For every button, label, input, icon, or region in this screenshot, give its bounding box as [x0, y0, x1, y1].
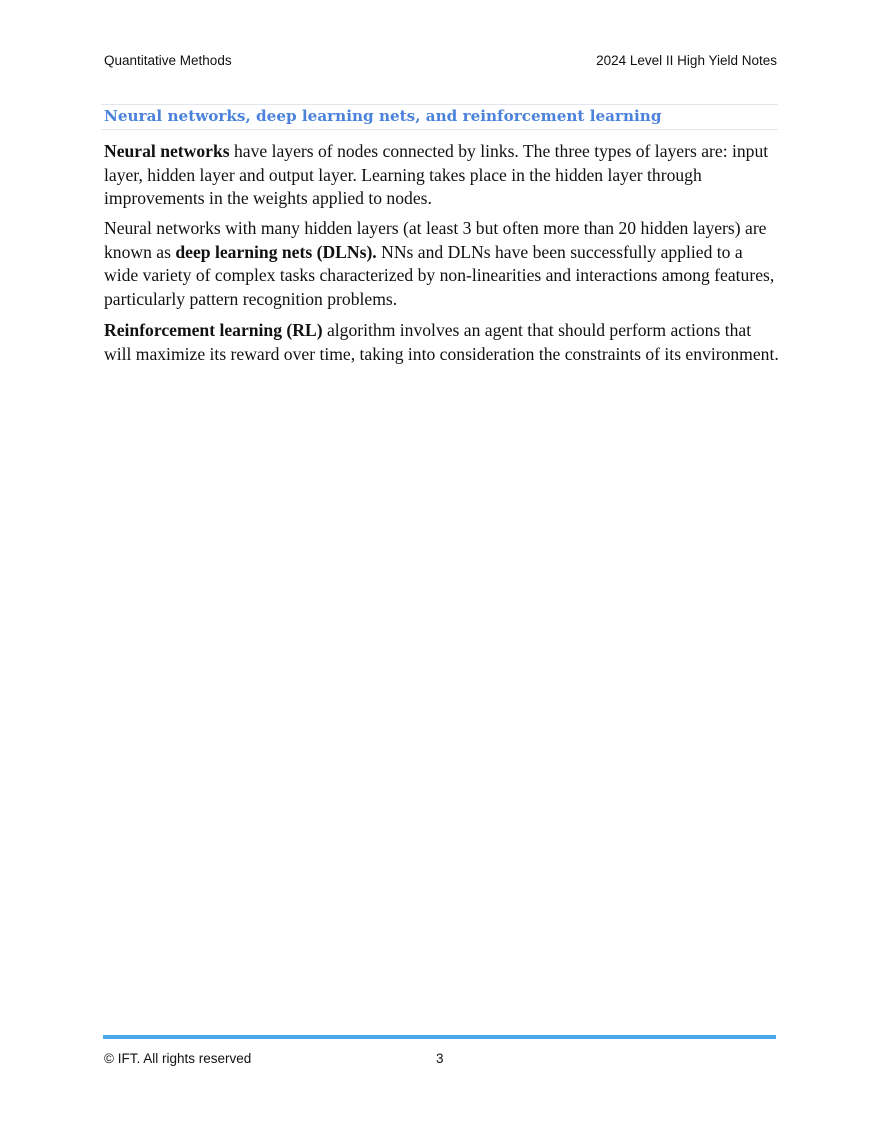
section-heading: Neural networks, deep learning nets, and reinforcement learning	[104, 107, 662, 125]
footer-page-number: 3	[436, 1051, 444, 1066]
term-deep-learning-nets: deep learning nets (DLNs).	[175, 241, 377, 262]
header-course-title: Quantitative Methods	[104, 53, 232, 68]
running-header	[104, 53, 777, 73]
section-heading-band	[101, 104, 778, 130]
paragraph-neural-networks	[104, 140, 780, 211]
footer-divider	[103, 1035, 776, 1039]
paragraph-text: have layers of nodes connected by links. The three types of layers are: input layer, hidden layer and output layer. Learning takes place in the hidden layer through improvements in the weights applied to nodes.	[104, 141, 769, 208]
paragraph-text: NNs and DLNs have been successfully applied to a wide variety of complex tasks characterized by non-linearities and interactions among features, particularly pattern recognition problems.	[104, 241, 775, 309]
header-document-title: 2024 Level II High Yield Notes	[596, 53, 777, 68]
footer-copyright: © IFT. All rights reserved	[104, 1051, 252, 1066]
paragraph-deep-learning	[104, 217, 780, 311]
paragraph-text: Neural networks with many hidden layers (at least 3 but often more than 20 hidden layers) are known as	[104, 218, 767, 262]
paragraph-reinforcement-learning	[104, 319, 780, 366]
term-reinforcement-learning: Reinforcement learning (RL)	[104, 320, 323, 340]
term-neural-networks: Neural networks	[104, 141, 230, 161]
page-footer	[104, 1051, 777, 1071]
paragraph-text: algorithm involves an agent that should perform actions that will maximize its reward over time, taking into consideration the constraints of its environment.	[104, 320, 779, 364]
